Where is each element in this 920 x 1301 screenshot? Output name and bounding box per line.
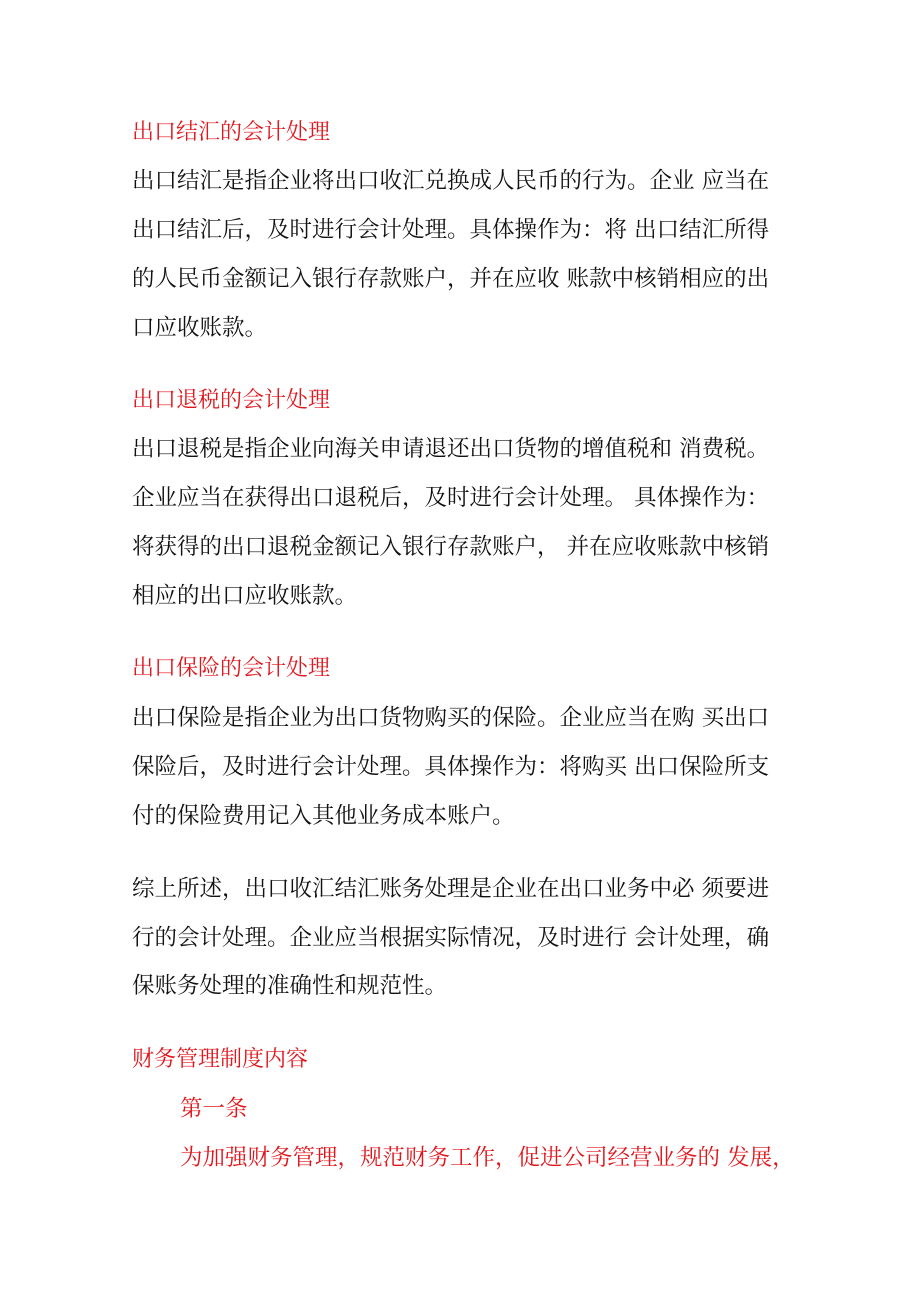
- paragraph-line: 企业应当在获得出口退税后，及时进行会计处理。 具体操作为：: [132, 485, 770, 511]
- paragraph-line: 出口保险是指企业为出口货物购买的保险。企业应当在购 买出口: [132, 705, 770, 731]
- paragraph-line: 出口退税是指企业向海关申请退还出口货物的增值税和 消费税。: [132, 436, 770, 462]
- paragraph-line: 的人民币金额记入银行存款账户，并在应收 账款中核销相应的出: [132, 266, 770, 292]
- article-text: 为加强财务管理，规范财务工作，促进公司经营业务的 发展，: [180, 1145, 795, 1171]
- paragraph-line: 付的保险费用记入其他业务成本账户。: [132, 803, 515, 829]
- paragraph-line: 出口结汇是指企业将出口收汇兑换成人民币的行为。企业 应当在: [132, 168, 770, 194]
- summary-line: 综上所述，出口收汇结汇账务处理是企业在出口业务中必 须要进: [132, 876, 770, 902]
- paragraph-line: 保险后，及时进行会计处理。具体操作为：将购买 出口保险所支: [132, 754, 770, 780]
- paragraph-line: 口应收账款。: [132, 315, 268, 341]
- summary-line: 保账务处理的准确性和规范性。: [132, 973, 448, 999]
- paragraph-line: 相应的出口应收账款。: [132, 583, 358, 609]
- article-number: 第一条: [180, 1096, 248, 1122]
- summary-line: 行的会计处理。企业应当根据实际情况，及时进行 会计处理，确: [132, 925, 770, 951]
- paragraph-line: 将获得的出口退税金额记入银行存款账户， 并在应收账款中核销: [132, 534, 770, 560]
- paragraph-line: 出口结汇后，及时进行会计处理。具体操作为：将 出口结汇所得: [132, 217, 770, 243]
- section-heading-export-tax-refund: 出口退税的会计处理: [132, 388, 331, 413]
- section-heading-finance-management: 财务管理制度内容: [132, 1047, 309, 1072]
- section-heading-export-settlement: 出口结汇的会计处理: [132, 120, 331, 145]
- section-heading-export-insurance: 出口保险的会计处理: [132, 656, 331, 681]
